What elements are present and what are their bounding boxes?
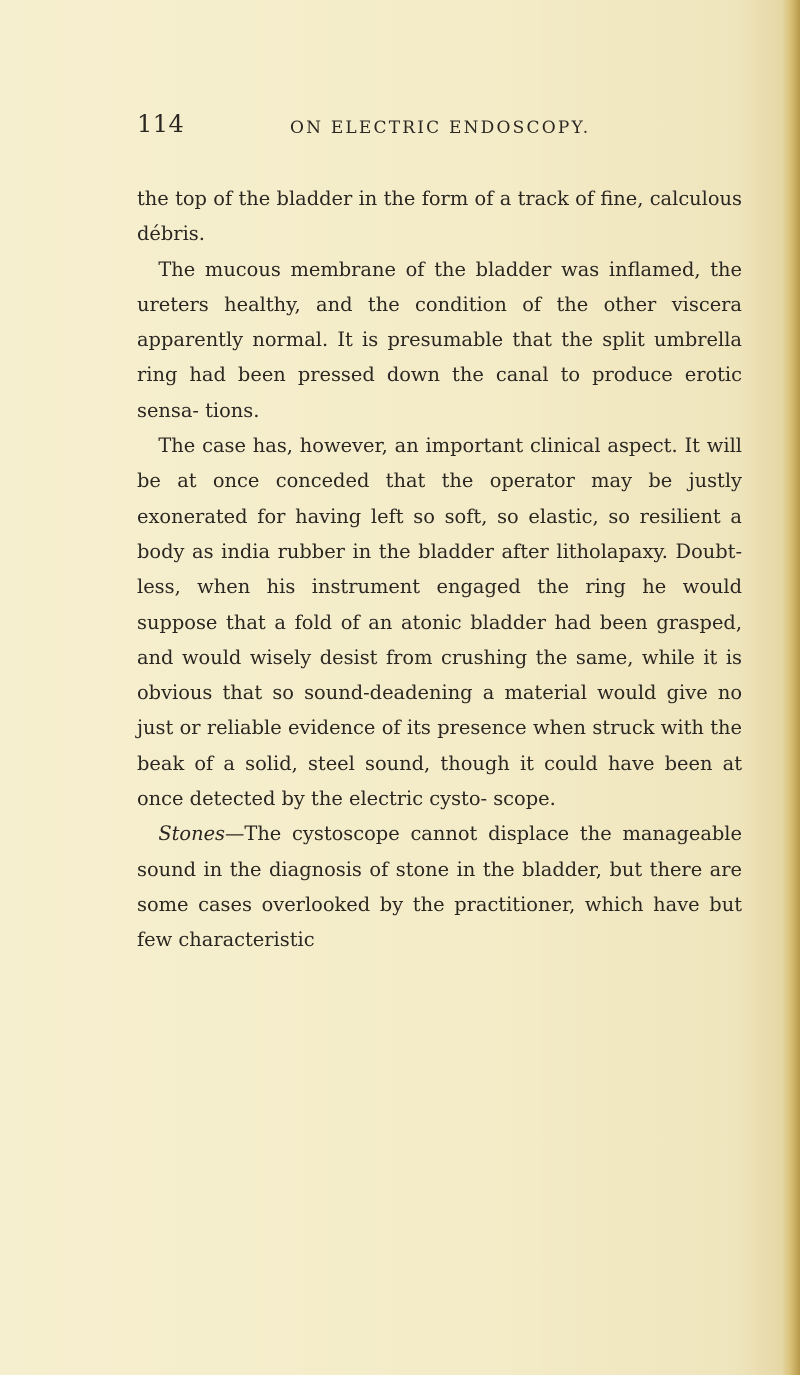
running-head: ON ELECTRIC ENDOSCOPY. <box>290 118 591 138</box>
page-number: 114 <box>137 110 185 138</box>
page-edge <box>782 0 800 1375</box>
paragraph-3: The case has, however, an important clinical aspect. It will be at once conceded that the operator may be justly exonerated for having left so soft, so elastic, so resilient a body as india rubber in the bladder after litholapaxy. Doubt- less, when his instrument engaged the ring he would suppose that a fold of an atonic bladder had been grasped, and would wisely desist from crushing the same, while it is obvious that so sound-deadening a material would give no just or reliable evidence of its presence when struck with the beak of a solid, steel sound, though it could have been at once detected by the electric cysto- scope. <box>137 434 742 811</box>
paragraph-4 <box>137 816 742 957</box>
paragraph-4-text: —The cystoscope cannot displace the manageable sound in the diagnosis of stone in the bladder, but there are some cases overlooked by the practitioner, which have but few characteristic <box>137 822 742 952</box>
paragraph-1: the top of the bladder in the form of a track of fine, calculous débris. <box>137 187 742 246</box>
paragraph-2: The mucous membrane of the bladder was inflamed, the ureters healthy, and the condition of the other viscera apparently normal. It is presumable that the split umbrella ring had been pressed down the canal to produce erotic sensa- tions. <box>137 257 742 422</box>
section-heading-stones: Stones <box>158 822 225 846</box>
body-text <box>137 181 742 958</box>
